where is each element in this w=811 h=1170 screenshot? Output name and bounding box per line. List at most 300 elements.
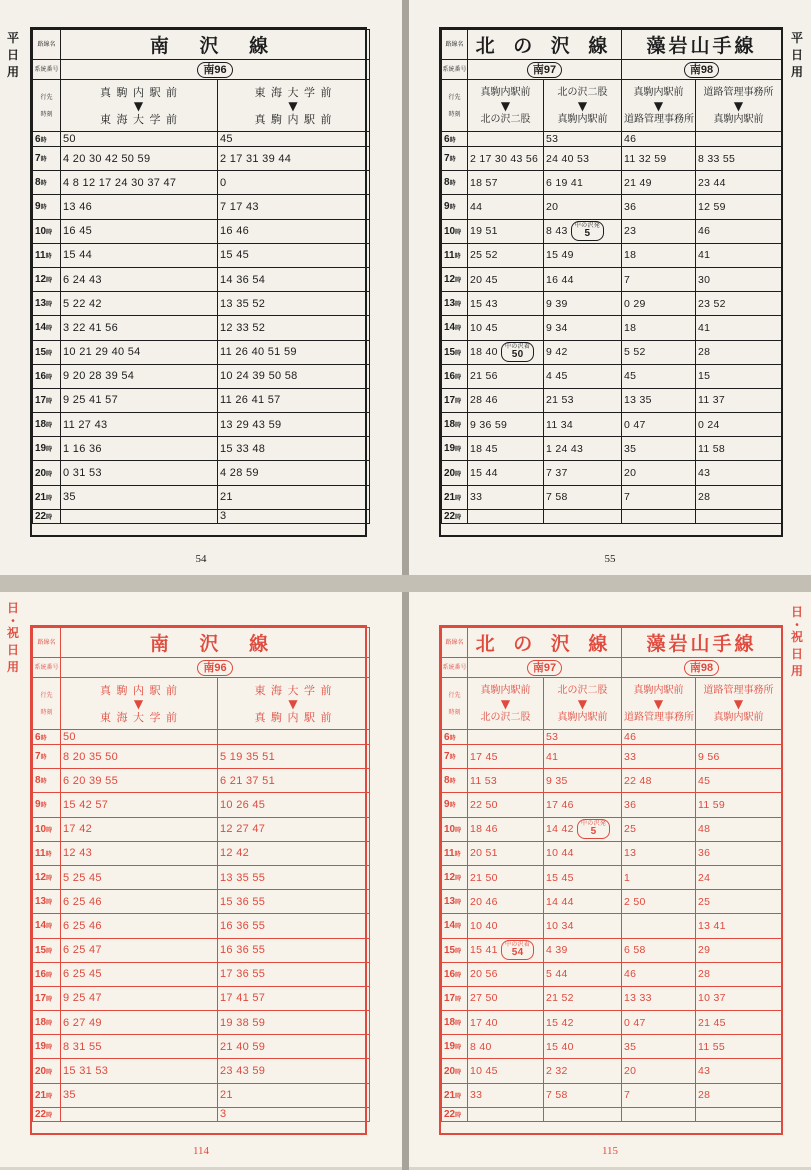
minutes-cell	[218, 316, 370, 340]
minutes-cell	[468, 938, 544, 962]
direction-row	[33, 678, 370, 730]
minutes: 45	[698, 774, 711, 787]
minutes: 3	[220, 1108, 227, 1121]
from-stop: 東 海 大 学 前	[254, 683, 333, 697]
holiday-side-label: 日 ・ 祝日用	[6, 601, 19, 674]
page-115	[409, 592, 811, 1167]
minutes-cell	[61, 267, 218, 291]
to-stop: 真駒内駅前	[557, 711, 608, 723]
minutes-cell	[544, 195, 622, 219]
minutes-cell	[622, 132, 696, 147]
hour-suffix: 時	[46, 495, 53, 502]
minutes: 20	[546, 200, 559, 213]
minutes: 17 36 55	[220, 968, 266, 981]
hour-cell	[442, 147, 468, 171]
hour-suffix: 時	[449, 157, 456, 164]
table-row	[33, 485, 370, 509]
minutes: 11 55	[698, 1040, 726, 1053]
minutes: 21	[220, 491, 233, 504]
table-row	[33, 413, 370, 437]
page-number: 54	[195, 553, 207, 565]
hour-cell	[442, 1059, 468, 1083]
minutes: 3	[220, 510, 227, 523]
line-name: 南 沢 線	[61, 628, 370, 658]
hour-cell	[442, 817, 468, 841]
hour-suffix: 時	[46, 972, 53, 979]
minutes-cell	[544, 986, 622, 1010]
table-row	[33, 938, 370, 962]
minutes: 6 25 46	[63, 919, 102, 932]
table-row	[442, 132, 782, 147]
hour-suffix: 時	[455, 374, 462, 381]
page-number: 55	[604, 553, 616, 565]
minutes: 16 36 55	[220, 919, 266, 932]
minutes-cell	[61, 962, 218, 986]
page-number: 115	[601, 1145, 619, 1157]
hour-suffix: 時	[455, 948, 462, 955]
minutes: 23 52	[698, 297, 726, 310]
hour-value: 9	[35, 201, 41, 213]
minutes-cell	[622, 841, 696, 865]
table-row	[442, 1107, 782, 1121]
table-row	[442, 461, 782, 485]
minutes-cell	[544, 730, 622, 745]
minutes: 14 36 54	[220, 273, 266, 286]
hour-suffix: 時	[455, 996, 462, 1003]
table-row	[442, 730, 782, 745]
time-label: 時刻	[40, 708, 53, 716]
minutes: 36	[624, 798, 637, 811]
minutes-cell	[218, 817, 370, 841]
table-row	[33, 986, 370, 1010]
hour-cell	[442, 865, 468, 889]
hour-cell	[33, 171, 61, 195]
minutes: 21 49	[624, 176, 652, 189]
hour-cell	[33, 485, 61, 509]
table-row	[442, 865, 782, 889]
minutes: 20 45	[470, 273, 498, 286]
minutes-cell	[622, 986, 696, 1010]
direction-header	[544, 678, 622, 730]
minutes-cell	[468, 730, 544, 745]
minutes-cell	[696, 1035, 782, 1059]
minutes: 15 43	[470, 297, 498, 310]
minutes: 18 45	[470, 442, 498, 455]
minutes: 18 57	[470, 176, 498, 189]
route-number	[61, 658, 370, 678]
hour-value: 18	[444, 1017, 456, 1029]
minutes-cell	[622, 1035, 696, 1059]
minutes: 24	[698, 871, 711, 884]
from-stop: 真駒内駅前	[480, 86, 531, 98]
route-badge: 南96	[197, 62, 232, 78]
hour-suffix: 時	[455, 900, 462, 907]
minutes: 20 46	[470, 895, 498, 908]
hour-suffix: 時	[455, 1112, 462, 1119]
minutes-cell	[622, 865, 696, 889]
minutes-cell	[544, 745, 622, 769]
minutes-cell	[468, 1083, 544, 1107]
to-stop: 道路管理事務所	[624, 113, 695, 125]
hour-value: 12	[35, 872, 47, 884]
minutes-cell	[544, 485, 622, 509]
hour-cell	[442, 962, 468, 986]
minutes: 25 52	[470, 249, 498, 262]
minutes-cell	[468, 962, 544, 986]
table-row	[33, 1107, 370, 1121]
minutes: 8 43	[546, 224, 568, 237]
table-row	[33, 1035, 370, 1059]
hour-suffix: 時	[455, 1045, 462, 1052]
minutes: 5 44	[546, 968, 568, 981]
note-value: 54	[511, 947, 524, 959]
from-stop: 東 海 大 学 前	[254, 85, 333, 99]
minutes: 6 21 37 51	[220, 774, 275, 787]
minutes-cell	[61, 437, 218, 461]
minutes-cell	[218, 1083, 370, 1107]
hour-value: 18	[35, 419, 47, 431]
down-arrow-icon: ▼	[133, 98, 145, 113]
minutes-cell	[544, 292, 622, 316]
hour-value: 16	[444, 370, 456, 382]
minutes: 12 59	[698, 200, 726, 213]
hour-suffix: 時	[455, 423, 462, 430]
timetable-frame	[439, 27, 783, 537]
hour-value: 21	[35, 491, 47, 503]
to-stop: 真 駒 内 駅 前	[254, 710, 333, 724]
minutes: 23	[624, 225, 637, 238]
to-stop: 真 駒 内 駅 前	[254, 112, 333, 126]
minutes: 19 51	[470, 225, 498, 238]
hour-value: 8	[444, 775, 450, 787]
minutes-cell	[468, 865, 544, 889]
note-label: 中の沢着	[505, 344, 531, 351]
hour-suffix: 時	[455, 1069, 462, 1076]
minutes-cell	[622, 171, 696, 195]
hour-cell	[442, 793, 468, 817]
route-badge: 南98	[684, 660, 719, 676]
minutes: 33	[470, 491, 483, 504]
hour-cell	[442, 340, 468, 364]
hour-cell	[442, 437, 468, 461]
table-row	[442, 914, 782, 938]
hour-value: 14	[35, 920, 47, 932]
minutes-cell	[61, 745, 218, 769]
hour-suffix: 時	[46, 374, 53, 381]
table-row	[442, 147, 782, 171]
minutes-cell	[218, 938, 370, 962]
table-row	[442, 195, 782, 219]
minutes: 28	[698, 968, 711, 981]
header-label: 系統番号	[442, 658, 468, 678]
down-arrow-icon: ▼	[733, 696, 744, 711]
spacer	[442, 699, 467, 709]
minutes-cell	[544, 316, 622, 340]
minutes-cell	[622, 267, 696, 291]
hour-cell	[33, 938, 61, 962]
minutes-cell	[622, 962, 696, 986]
hour-suffix: 時	[46, 827, 53, 834]
minutes-cell	[696, 745, 782, 769]
hour-value: 10	[444, 225, 456, 237]
hour-value: 17	[444, 992, 456, 1004]
minutes-cell	[544, 388, 622, 412]
minutes-cell	[622, 485, 696, 509]
minutes-cell	[61, 509, 218, 523]
timetable-frame	[30, 27, 367, 537]
page-55	[409, 0, 811, 575]
page-54	[0, 0, 402, 575]
direction-row	[33, 80, 370, 132]
to-stop: 北の沢二股	[480, 113, 531, 125]
hour-cell	[33, 1059, 61, 1083]
timetable-frame	[439, 625, 783, 1135]
hour-cell	[442, 132, 468, 147]
down-arrow-icon: ▼	[577, 696, 588, 711]
hour-cell	[442, 986, 468, 1010]
minutes-cell	[696, 243, 782, 267]
minutes-cell	[468, 413, 544, 437]
minutes-cell	[622, 413, 696, 437]
route-badge: 南98	[684, 62, 719, 78]
minutes-cell	[61, 364, 218, 388]
minutes-cell	[218, 730, 370, 745]
minutes-cell	[468, 817, 544, 841]
minutes: 33	[470, 1089, 483, 1102]
hour-value: 17	[35, 992, 47, 1004]
hour-suffix: 時	[449, 205, 456, 212]
table-row	[442, 219, 782, 243]
note-value: 5	[590, 826, 597, 838]
minutes-cell	[696, 841, 782, 865]
minutes-cell	[544, 914, 622, 938]
table-row	[33, 171, 370, 195]
from-stop: 真駒内駅前	[633, 684, 684, 696]
hour-suffix: 時	[40, 755, 47, 762]
minutes: 3 22 41 56	[63, 321, 118, 334]
minutes-cell	[622, 219, 696, 243]
minutes: 12 42	[220, 847, 250, 860]
hour-cell	[442, 485, 468, 509]
minutes: 17 41 57	[220, 992, 266, 1005]
from-stop: 道路管理事務所	[703, 684, 774, 696]
minutes: 16 36 55	[220, 944, 266, 957]
hour-value: 22	[35, 510, 47, 522]
hour-value: 16	[35, 968, 47, 980]
table-row	[442, 316, 782, 340]
hour-cell	[33, 745, 61, 769]
hour-cell	[33, 817, 61, 841]
dest-time-label	[442, 80, 468, 132]
minutes: 36	[624, 200, 637, 213]
minutes-cell	[468, 132, 544, 147]
hour-suffix: 時	[455, 876, 462, 883]
table-row	[33, 267, 370, 291]
table-row	[33, 292, 370, 316]
minutes: 9 36 59	[470, 418, 508, 431]
minutes-cell	[61, 316, 218, 340]
note-value: 50	[511, 349, 524, 361]
hour-suffix: 時	[46, 1093, 53, 1100]
minutes-cell	[544, 817, 622, 841]
direction-row	[442, 80, 782, 132]
minutes-cell	[61, 147, 218, 171]
minutes-cell	[622, 243, 696, 267]
minutes: 7	[624, 273, 631, 286]
minutes-cell	[218, 243, 370, 267]
to-stop: 道路管理事務所	[624, 711, 695, 723]
hour-suffix: 時	[46, 302, 53, 309]
minutes-cell	[696, 769, 782, 793]
hour-cell	[442, 1011, 468, 1035]
hour-value: 19	[35, 1041, 47, 1053]
table-row	[442, 509, 782, 523]
minutes-cell	[218, 292, 370, 316]
minutes-cell	[544, 219, 622, 243]
to-stop: 東 海 大 学 前	[100, 112, 178, 126]
minutes: 11 58	[698, 442, 726, 455]
header-label: 系統番号	[442, 60, 468, 80]
minutes: 21 56	[470, 370, 498, 383]
hour-cell	[442, 1107, 468, 1121]
route-badge: 南97	[527, 62, 562, 78]
minutes: 4 8 12 17 24 30 37 47	[63, 176, 177, 189]
hour-suffix: 時	[46, 948, 53, 955]
minutes: 2 32	[546, 1065, 568, 1078]
minutes-cell	[218, 340, 370, 364]
minutes-cell	[622, 1083, 696, 1107]
table-row	[442, 938, 782, 962]
minutes: 5 22 42	[63, 297, 102, 310]
minutes: 8 33 55	[698, 152, 736, 165]
hour-suffix: 時	[46, 924, 53, 931]
minutes: 7 17 43	[220, 200, 259, 213]
table-row	[442, 171, 782, 195]
minutes-cell	[61, 171, 218, 195]
minutes-cell	[696, 132, 782, 147]
hour-value: 12	[35, 274, 47, 286]
minutes: 6 27 49	[63, 1016, 102, 1029]
minutes: 41	[698, 249, 711, 262]
minutes: 28	[698, 346, 711, 359]
hour-cell	[442, 461, 468, 485]
minutes: 0 47	[624, 418, 646, 431]
minutes: 22 48	[624, 774, 652, 787]
minutes: 13 41	[698, 919, 726, 932]
minutes-cell	[544, 1011, 622, 1035]
note-badge	[501, 940, 534, 960]
minutes: 7	[624, 1089, 631, 1102]
minutes: 21 52	[546, 992, 574, 1005]
weekday-side-label: 平日用	[6, 31, 19, 79]
minutes: 17 40	[470, 1016, 498, 1029]
note-label: 中の沢着	[505, 942, 531, 949]
hour-value: 22	[35, 1108, 47, 1120]
minutes: 35	[63, 491, 76, 504]
table-row	[442, 243, 782, 267]
table-row	[33, 388, 370, 412]
minutes-cell	[696, 1011, 782, 1035]
minutes: 15 41	[470, 943, 498, 956]
hour-suffix: 時	[455, 495, 462, 502]
minutes-cell	[696, 437, 782, 461]
minutes: 13 46	[63, 200, 93, 213]
minutes: 9 20 28 39 54	[63, 370, 135, 383]
table-row	[33, 1059, 370, 1083]
hour-cell	[442, 1035, 468, 1059]
hour-cell	[33, 1083, 61, 1107]
minutes-cell	[622, 195, 696, 219]
minutes-cell	[218, 267, 370, 291]
table-row	[33, 1083, 370, 1107]
minutes-cell	[696, 267, 782, 291]
minutes-cell	[468, 890, 544, 914]
hour-value: 20	[35, 1065, 47, 1077]
minutes-cell	[544, 171, 622, 195]
table-row	[33, 841, 370, 865]
minutes: 17 42	[63, 823, 93, 836]
minutes: 1	[624, 871, 631, 884]
hour-cell	[33, 132, 61, 147]
hour-suffix: 時	[46, 398, 53, 405]
page-number: 114	[192, 1145, 210, 1157]
minutes: 18	[624, 249, 637, 262]
minutes: 16 45	[63, 225, 93, 238]
hour-cell	[442, 267, 468, 291]
minutes-cell	[622, 769, 696, 793]
time-label: 時刻	[448, 708, 461, 716]
route-number	[468, 60, 622, 80]
minutes: 0	[220, 176, 227, 189]
minutes-cell	[218, 914, 370, 938]
hour-suffix: 時	[46, 423, 53, 430]
minutes-cell	[544, 769, 622, 793]
hour-suffix: 時	[454, 851, 461, 858]
line-name-row	[442, 30, 782, 60]
from-stop: 真駒内駅前	[633, 86, 684, 98]
hour-value: 7	[35, 153, 41, 165]
minutes: 15 31 53	[63, 1065, 109, 1078]
table-row	[33, 437, 370, 461]
table-row	[33, 745, 370, 769]
table-row	[442, 364, 782, 388]
minutes: 28	[698, 491, 711, 504]
minutes: 33	[624, 750, 637, 763]
minutes: 17 46	[546, 798, 574, 811]
down-arrow-icon: ▼	[500, 98, 511, 113]
direction-header	[696, 80, 782, 132]
direction-header	[218, 678, 370, 730]
minutes: 21	[220, 1089, 233, 1102]
hour-suffix: 時	[46, 996, 53, 1003]
minutes-cell	[544, 147, 622, 171]
timetable-minamisawa-weekday	[32, 29, 370, 524]
hour-cell	[442, 841, 468, 865]
spacer	[33, 699, 60, 709]
hour-suffix: 時	[45, 253, 52, 260]
table-row	[442, 1011, 782, 1035]
minutes-cell	[61, 817, 218, 841]
hour-value: 7	[444, 153, 450, 165]
hour-value: 9	[35, 799, 41, 811]
minutes: 0 31 53	[63, 467, 102, 480]
hour-cell	[33, 890, 61, 914]
minutes-cell	[622, 1011, 696, 1035]
minutes-cell	[468, 147, 544, 171]
table-row	[442, 890, 782, 914]
hour-value: 17	[444, 394, 456, 406]
table-row	[442, 1083, 782, 1107]
